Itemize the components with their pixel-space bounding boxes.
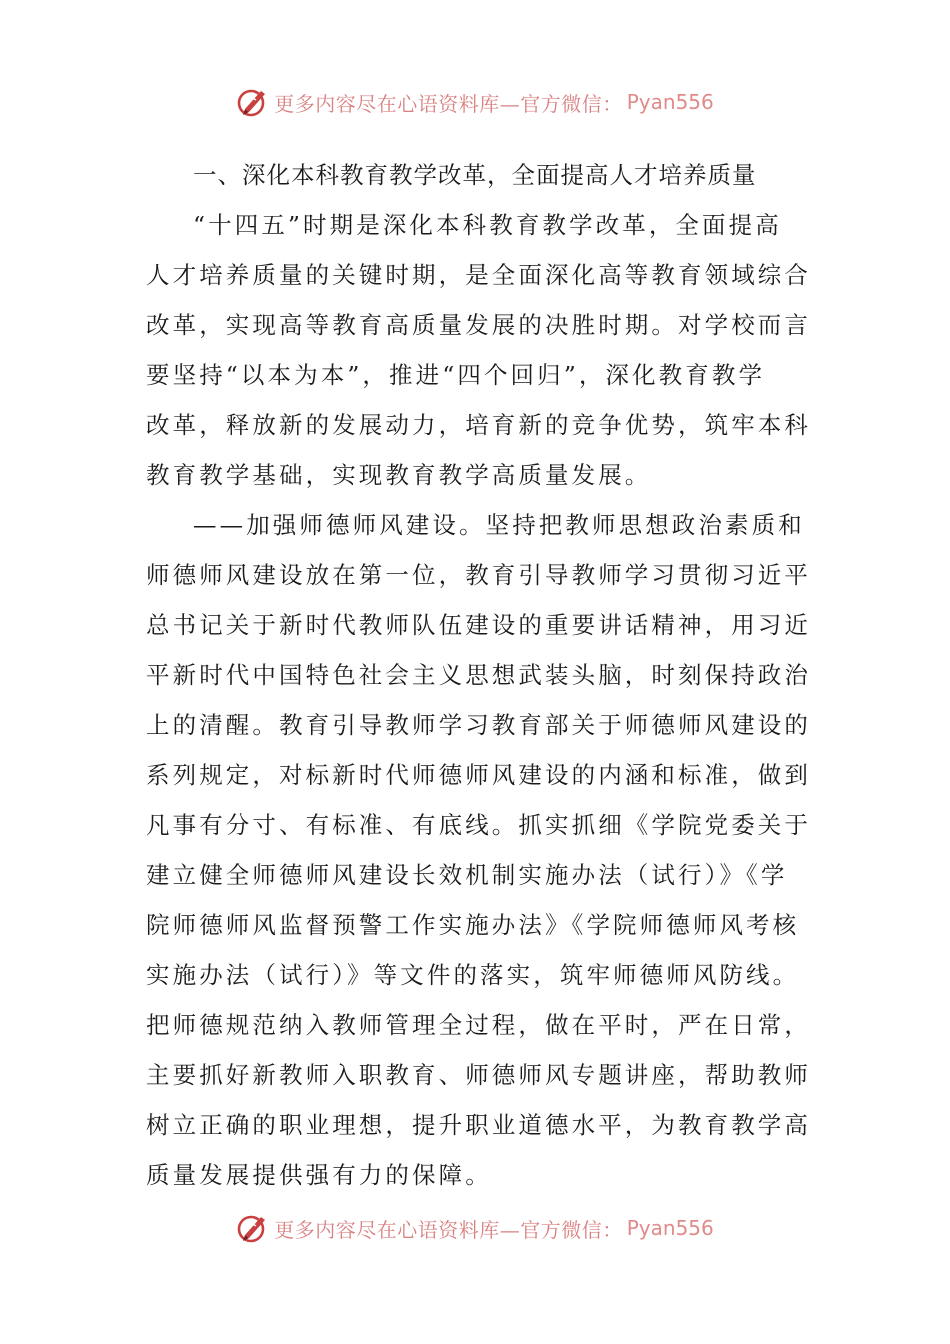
text-line: 院师德师风监督预警工作实施办法》《学院师德师风考核 [146,911,800,939]
watermark-text: 更多内容尽在心语资料库—官方微信： [274,1217,623,1242]
text-line: 树立正确的职业理想，提升职业道德水平，为教育教学高 [146,1111,811,1139]
document-body [146,150,811,1200]
text-line: 系列规定，对标新时代师德师风建设的内涵和标准，做到 [146,761,811,789]
section-heading: 一、深化本科教育教学改革，全面提高人才培养质量 [193,161,757,189]
text-line: 实施办法（试行）》等文件的落实，筑牢师德师风防线。 [146,961,800,989]
text-line: 凡事有分寸、有标准、有底线。抓实抓细《学院党委关于 [146,811,811,839]
text-line: ——加强师德师风建设。坚持把教师思想政治素质和 [193,511,805,539]
text-line: 教育教学基础，实现教育教学高质量发展。 [146,461,652,489]
text-line: 主要抓好新教师入职教育、师德师风专题讲座，帮助教师 [146,1061,811,1089]
text-line: 总书记关于新时代教师队伍建设的重要讲话精神，用习近 [146,611,811,639]
text-line: 上的清醒。教育引导教师学习教育部关于师德师风建设的 [146,711,811,739]
text-line: 把师德规范纳入教师管理全过程，做在平时，严在日常， [146,1011,811,1039]
watermark-inner [236,85,714,119]
text-line: 改革，释放新的发展动力，培育新的竞争优势，筑牢本科 [146,411,811,439]
pen-logo-icon [236,1211,270,1245]
paragraph-1 [146,200,811,500]
watermark-banner-top [0,82,950,122]
text-line: 人才培养质量的关键时期，是全面深化高等教育领域综合 [146,261,811,289]
text-line: “十四五”时期是深化本科教育教学改革，全面提高 [193,211,782,239]
watermark-wechat-id: Pyan556 [626,1216,714,1240]
text-line: 改革，实现高等教育高质量发展的决胜时期。对学校而言 [146,311,811,339]
paragraph-2 [146,500,811,1200]
pen-logo-icon [236,85,270,119]
watermark-text: 更多内容尽在心语资料库—官方微信： [274,91,623,116]
watermark-inner [236,1211,714,1245]
text-line: 质量发展提供强有力的保障。 [146,1161,492,1189]
watermark-wechat-id: Pyan556 [626,90,714,114]
text-line: 要坚持“以本为本”，推进“四个回归”，深化教育教学 [146,361,766,389]
watermark-banner-bottom [0,1208,950,1248]
text-line: 建立健全师德师风建设长效机制实施办法（试行）》《学 [146,861,788,889]
text-line: 师德师风建设放在第一位，教育引导教师学习贯彻习近平 [146,561,811,589]
text-line: 平新时代中国特色社会主义思想武装头脑，时刻保持政治 [146,661,811,689]
